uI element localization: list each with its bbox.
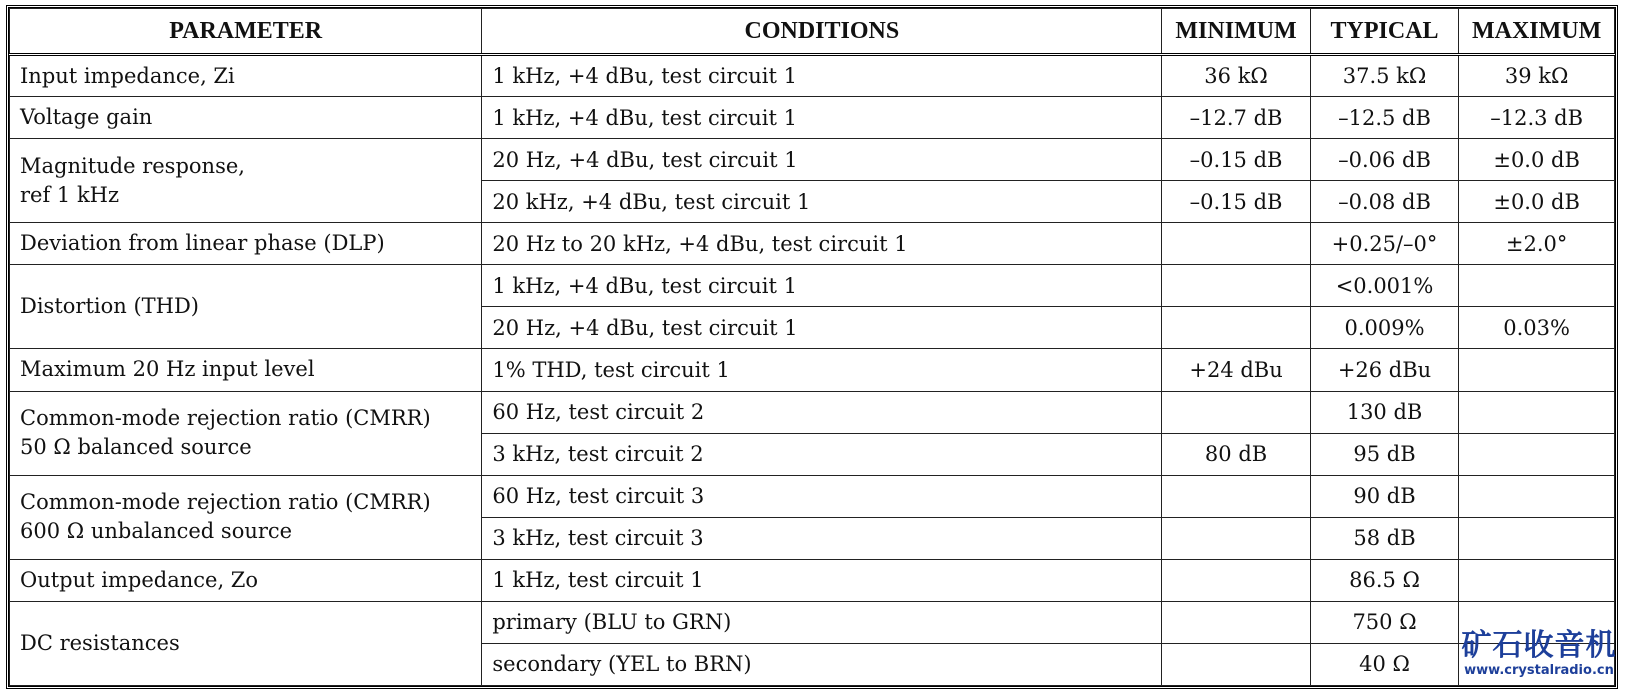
- minimum-cell: [1162, 475, 1310, 517]
- minimum-cell: –12.7 dB: [1162, 97, 1310, 139]
- typical-cell: 130 dB: [1310, 391, 1458, 433]
- minimum-cell: [1162, 307, 1310, 349]
- typical-cell: 90 dB: [1310, 475, 1458, 517]
- parameter-cell: DC resistances: [10, 601, 482, 685]
- typical-cell: +0.25/–0°: [1310, 223, 1458, 265]
- conditions-cell: 60 Hz, test circuit 3: [482, 475, 1162, 517]
- watermark-logo-text: 矿石收音机: [1461, 628, 1617, 663]
- conditions-cell: primary (BLU to GRN): [482, 601, 1162, 643]
- table-row: [10, 475, 1615, 517]
- typical-cell: 37.5 kΩ: [1310, 55, 1458, 97]
- parameter-cell: Deviation from linear phase (DLP): [10, 223, 482, 265]
- conditions-cell: 60 Hz, test circuit 2: [482, 391, 1162, 433]
- header-parameter: PARAMETER: [10, 9, 482, 55]
- parameter-cell: [10, 391, 482, 475]
- header-conditions: CONDITIONS: [482, 9, 1162, 55]
- minimum-cell: [1162, 265, 1310, 307]
- parameter-line: Common-mode rejection ratio (CMRR): [20, 406, 431, 431]
- maximum-cell: [1459, 559, 1615, 601]
- maximum-cell: –12.3 dB: [1459, 97, 1615, 139]
- parameter-line: Common-mode rejection ratio (CMRR): [20, 490, 431, 515]
- table-row: [10, 391, 1615, 433]
- maximum-cell: [1459, 433, 1615, 475]
- parameter-line: 50 Ω balanced source: [20, 435, 252, 460]
- maximum-cell: ±2.0°: [1459, 223, 1615, 265]
- table-row: [10, 55, 1615, 97]
- minimum-cell: [1162, 223, 1310, 265]
- maximum-cell: [1459, 475, 1615, 517]
- conditions-cell: 1 kHz, test circuit 1: [482, 559, 1162, 601]
- table-row: [10, 223, 1615, 265]
- maximum-cell: ±0.0 dB: [1459, 139, 1615, 181]
- header-row: [10, 9, 1615, 55]
- minimum-cell: 36 kΩ: [1162, 55, 1310, 97]
- parameter-line: 600 Ω unbalanced source: [20, 519, 293, 544]
- table-row: [10, 559, 1615, 601]
- header-typical: TYPICAL: [1310, 9, 1458, 55]
- typical-cell: –12.5 dB: [1310, 97, 1458, 139]
- conditions-cell: 1 kHz, +4 dBu, test circuit 1: [482, 97, 1162, 139]
- table-row: [10, 265, 1615, 307]
- header-maximum: MAXIMUM: [1459, 9, 1615, 55]
- conditions-cell: 20 Hz, +4 dBu, test circuit 1: [482, 307, 1162, 349]
- maximum-cell: [1459, 517, 1615, 559]
- minimum-cell: [1162, 517, 1310, 559]
- minimum-cell: –0.15 dB: [1162, 181, 1310, 223]
- maximum-cell: [1459, 265, 1615, 307]
- conditions-cell: 20 kHz, +4 dBu, test circuit 1: [482, 181, 1162, 223]
- typical-cell: +26 dBu: [1310, 349, 1458, 391]
- maximum-cell: [1459, 391, 1615, 433]
- typical-cell: 86.5 Ω: [1310, 559, 1458, 601]
- table-row: [10, 139, 1615, 181]
- minimum-cell: [1162, 643, 1310, 685]
- typical-cell: 58 dB: [1310, 517, 1458, 559]
- minimum-cell: 80 dB: [1162, 433, 1310, 475]
- parameter-cell: Output impedance, Zo: [10, 559, 482, 601]
- typical-cell: 0.009%: [1310, 307, 1458, 349]
- spec-table: [9, 8, 1615, 686]
- conditions-cell: 3 kHz, test circuit 2: [482, 433, 1162, 475]
- conditions-cell: 20 Hz, +4 dBu, test circuit 1: [482, 139, 1162, 181]
- table-row: [10, 97, 1615, 139]
- minimum-cell: [1162, 391, 1310, 433]
- typical-cell: 40 Ω: [1310, 643, 1458, 685]
- conditions-cell: 1% THD, test circuit 1: [482, 349, 1162, 391]
- conditions-cell: 1 kHz, +4 dBu, test circuit 1: [482, 265, 1162, 307]
- maximum-cell: ±0.0 dB: [1459, 181, 1615, 223]
- minimum-cell: –0.15 dB: [1162, 139, 1310, 181]
- conditions-cell: secondary (YEL to BRN): [482, 643, 1162, 685]
- conditions-cell: 20 Hz to 20 kHz, +4 dBu, test circuit 1: [482, 223, 1162, 265]
- parameter-cell: Distortion (THD): [10, 265, 482, 349]
- typical-cell: –0.06 dB: [1310, 139, 1458, 181]
- spec-table-frame: [6, 5, 1618, 689]
- site-watermark: [1460, 629, 1618, 687]
- minimum-cell: [1162, 601, 1310, 643]
- maximum-cell: 39 kΩ: [1459, 55, 1615, 97]
- maximum-cell: 0.03%: [1459, 307, 1615, 349]
- typical-cell: <0.001%: [1310, 265, 1458, 307]
- header-minimum: MINIMUM: [1162, 9, 1310, 55]
- parameter-cell: Magnitude response, ref 1 kHz: [10, 139, 482, 223]
- minimum-cell: [1162, 559, 1310, 601]
- parameter-cell: Input impedance, Zi: [10, 55, 482, 97]
- typical-cell: 750 Ω: [1310, 601, 1458, 643]
- table-row: [10, 601, 1615, 643]
- parameter-cell: [10, 475, 482, 559]
- parameter-cell: Maximum 20 Hz input level: [10, 349, 482, 391]
- watermark-url: www.crystalradio.cn: [1464, 663, 1614, 678]
- table-row: [10, 349, 1615, 391]
- minimum-cell: +24 dBu: [1162, 349, 1310, 391]
- parameter-cell: Voltage gain: [10, 97, 482, 139]
- typical-cell: –0.08 dB: [1310, 181, 1458, 223]
- conditions-cell: 3 kHz, test circuit 3: [482, 517, 1162, 559]
- maximum-cell: [1459, 349, 1615, 391]
- conditions-cell: 1 kHz, +4 dBu, test circuit 1: [482, 55, 1162, 97]
- typical-cell: 95 dB: [1310, 433, 1458, 475]
